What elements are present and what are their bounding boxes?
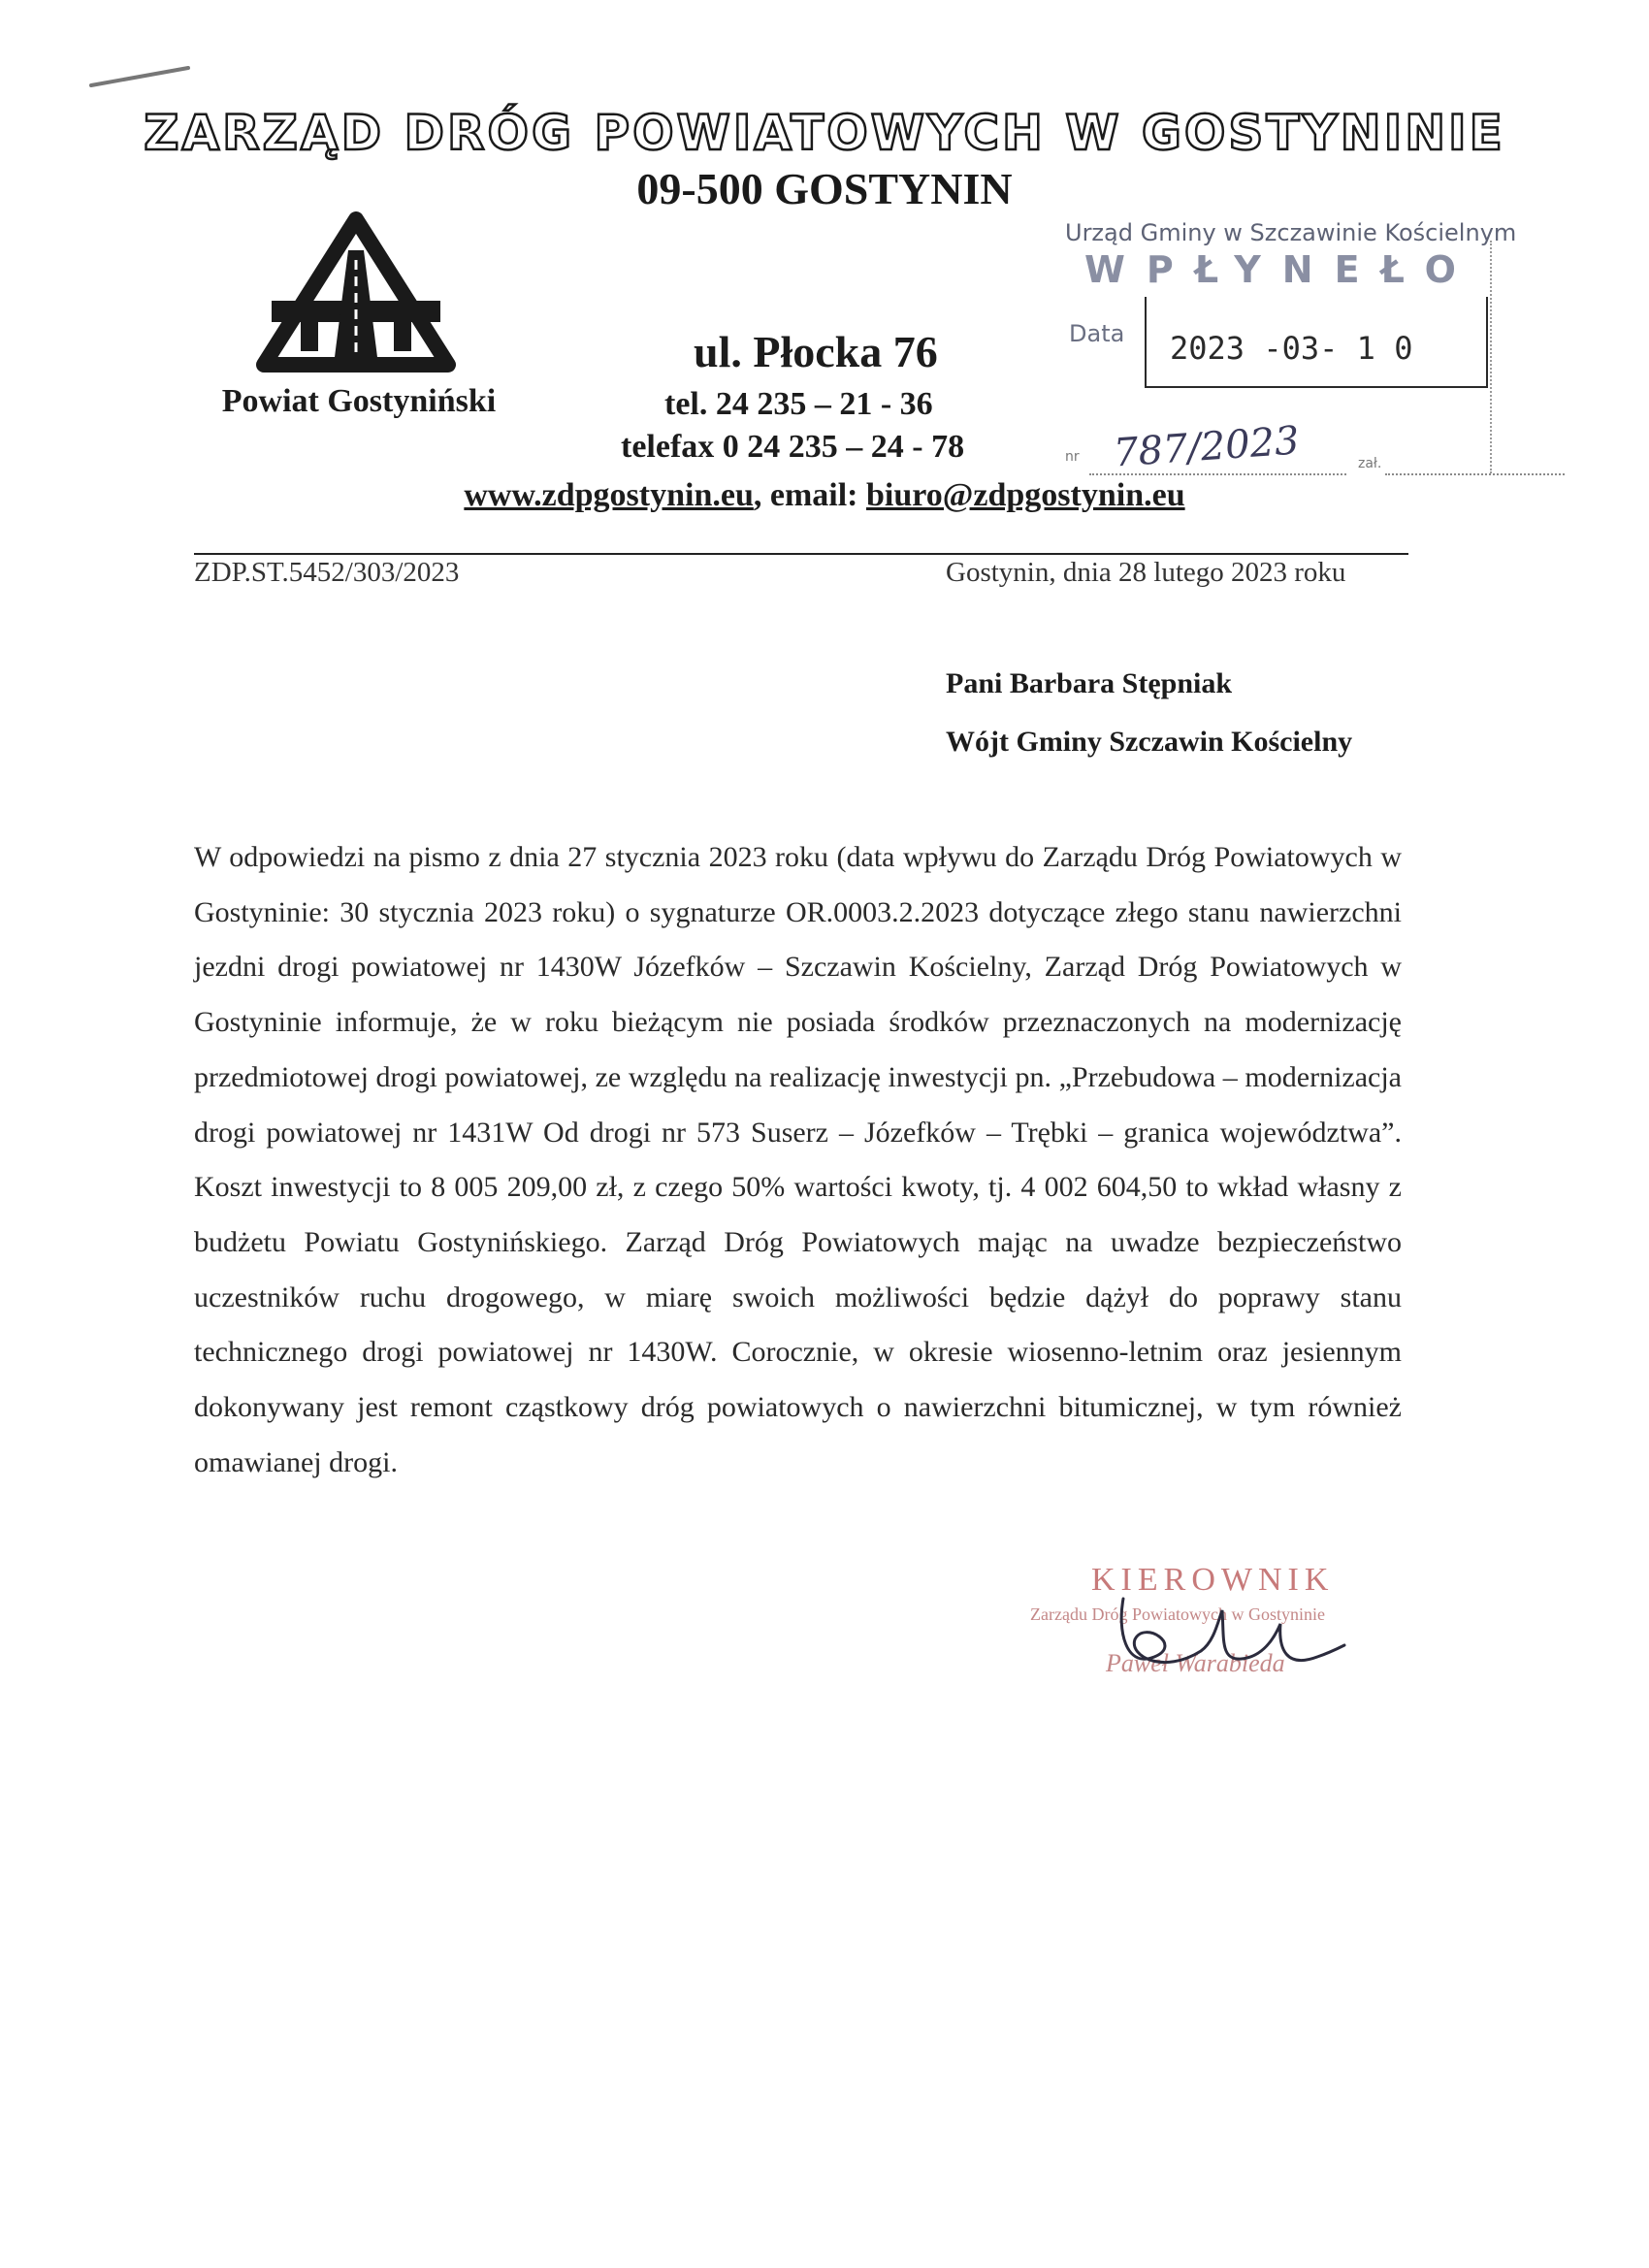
stamp-nr-label: nr <box>1065 449 1080 465</box>
stamp-number-handwritten: 787/2023 <box>1112 418 1301 476</box>
stamp-office: Urząd Gminy w Szczawinie Kościelnym <box>1065 219 1517 246</box>
letter-body <box>194 830 1402 1490</box>
stamp-received: WPŁYNEŁO <box>1084 248 1477 291</box>
fax-number: telefax 0 24 235 – 24 - 78 <box>621 429 965 465</box>
header-divider <box>194 553 1408 555</box>
place-date: Gostynin, dnia 28 lutego 2023 roku <box>946 557 1346 588</box>
document-signature: ZDP.ST.5452/303/2023 <box>194 557 460 588</box>
received-stamp <box>1055 211 1517 493</box>
road-logo-icon <box>254 211 458 376</box>
stamp-zal-line <box>1385 473 1565 475</box>
street-address: ul. Płocka 76 <box>694 327 938 376</box>
pen-mark <box>87 62 194 91</box>
handwritten-signature-icon <box>1096 1581 1348 1688</box>
stamp-date-label: Data <box>1069 320 1125 347</box>
signature-title: KIEROWNIK <box>1091 1562 1335 1598</box>
signature-name: Paweł Warabieda <box>1106 1649 1285 1677</box>
email-link[interactable]: biuro@zdpgostynin.eu <box>866 477 1185 513</box>
organization-name: ZARZĄD DRÓG POWIATOWYCH W GOSTYNINIE <box>144 105 1505 161</box>
body-paragraph: W odpowiedzi na pismo z dnia 27 stycznia 2023 roku (data wpływu do Zarządu Dróg Powiatowych w Gostyninie: 30 stycznia 2023 roku) o sygnaturze OR.0003.2.2023 dotyczące złego stanu nawierzchni jezdni drogi powiatowej nr 1430W Józefków – Szczawin Kościelny, Zarząd Dróg Powiatowych w Gostyninie informuje, że w roku bieżącym nie posiada środków przeznaczonych na modernizację przedmiotowej drogi powiatowej, ze względu na realizację inwestycji pn. „Przebudowa – modernizacja drogi powiatowej nr 1431W Od drogi nr 573 Suserz – Józefków – Trębki – granica województwa”. Koszt inwestycji to 8 005 209,00 zł, z czego 50% wartości kwoty, tj. 4 002 604,50 to wkład własny z budżetu Powiatu Gostynińskiego. Zarząd Dróg Powiatowych mając na uwadze bezpieczeństwo uczestników ruchu drogowego, w miarę swoich możliwości będzie dążył do poprawy stanu technicznego drogi powiatowej nr 1430W. Corocznie, w okresie wiosenno-letnim oraz jesiennym dokonywany jest remont cząstkowy dróg powiatowych o nawierzchni bitumicznej, w tym również omawianej drogi. <box>194 841 1402 1478</box>
website-link[interactable]: www.zdpgostynin.eu <box>464 477 754 513</box>
stamp-zal-label: zał. <box>1358 456 1382 471</box>
stamp-date: 2023 -03- 1 0 <box>1170 330 1413 367</box>
addressee-name: Pani Barbara Stępniak <box>946 667 1233 699</box>
postal-city: 09-500 GOSTYNIN <box>636 164 1013 213</box>
email-prefix: , email: <box>753 477 867 513</box>
phone-number: tel. 24 235 – 21 - 36 <box>664 386 933 422</box>
powiat-name: Powiat Gostyniński <box>221 383 497 419</box>
signature-subtitle: Zarządu Dróg Powiatowych w Gostyninie <box>1030 1604 1325 1624</box>
stamp-side-line <box>1490 241 1492 473</box>
addressee-title: Wójt Gminy Szczawin Kościelny <box>946 726 1353 758</box>
